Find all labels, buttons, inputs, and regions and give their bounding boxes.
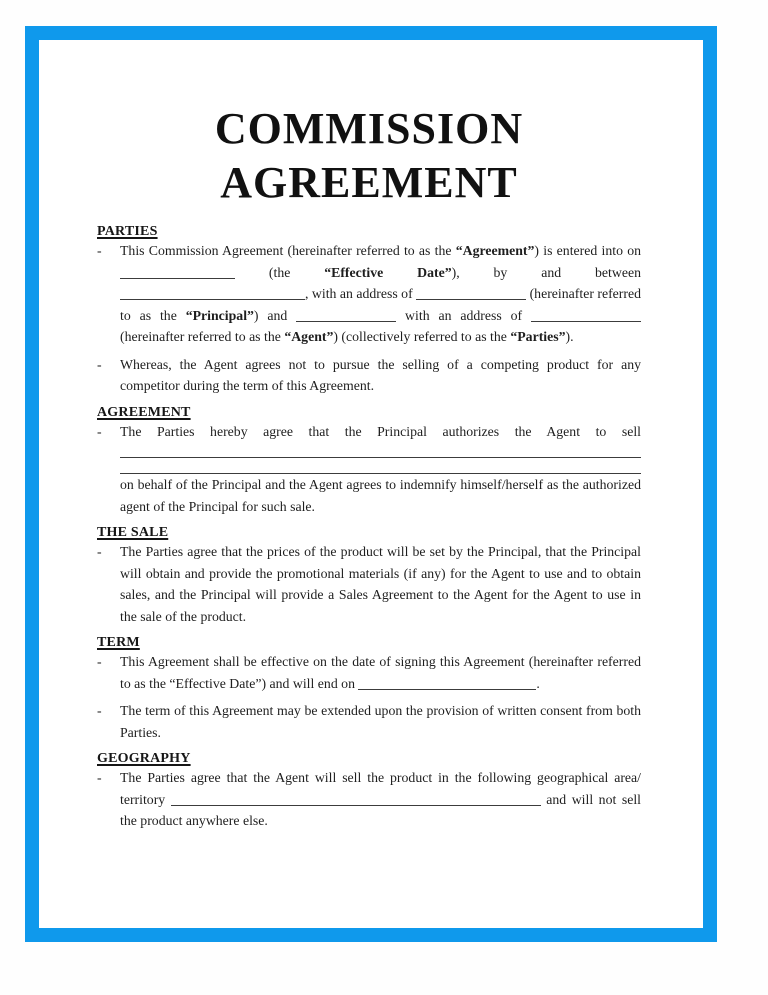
fill-in-rule	[120, 461, 641, 474]
blank-line	[120, 265, 235, 279]
blank-line	[120, 286, 305, 300]
text-segment: The Parties agree that the Agent will sell the product in the following geographical area/ territory	[120, 770, 641, 807]
text-segment: (hereinafter referred to as the	[120, 329, 285, 344]
list-item	[97, 541, 641, 627]
text-segment: on behalf of the Principal and the Agent agrees to indemnify himself/herself as the authorized agent of the Principal for such sale.	[120, 477, 641, 514]
section-heading-the-sale: THE SALE	[97, 525, 169, 540]
blank-suffix: ,	[305, 286, 309, 301]
text-segment: The term of this Agreement may be extended upon the provision of written consent from both Parties.	[120, 703, 641, 740]
document-title-line1: COMMISSION	[214, 104, 524, 153]
blank-line	[171, 792, 541, 806]
text-segment: with an address of	[396, 307, 531, 323]
section-heading-parties: PARTIES	[97, 224, 158, 239]
text-segment: with an address of	[308, 286, 417, 301]
blank-line	[416, 286, 526, 300]
fill-in-blank	[171, 792, 541, 807]
text-segment: The Parties agree that the prices of the product will be set by the Principal, that the Principal will obtain and provide the promotional materials (if any) for the Agent to use and to obtain sales, and the Principal will provide a Sales Agreement to the Agent for the Agent to use in the sale of the product.	[120, 544, 641, 624]
text-segment: ) and	[253, 307, 297, 323]
paragraph-text	[120, 541, 641, 627]
text-segment: “Parties”	[510, 329, 566, 344]
paragraph-text	[120, 651, 641, 694]
text-segment: “Agreement”	[455, 243, 535, 258]
list-item	[97, 651, 641, 694]
fill-in-blank	[120, 286, 308, 301]
text-segment: (hereinafter referred to as the	[120, 286, 642, 323]
fill-in-rule	[120, 445, 641, 458]
text-segment: Whereas, the Agent agrees not to pursue the selling of a competing product for any competitor during the term of this Agreement.	[120, 356, 641, 393]
list-item	[97, 767, 641, 832]
text-segment: and will not sell the product anywhere else.	[120, 791, 641, 828]
bullet-dash: -	[97, 356, 102, 372]
bullet-dash: -	[97, 703, 102, 718]
document-content	[39, 40, 703, 832]
paragraph-text	[120, 700, 641, 743]
text-segment: The Parties hereby agree that the Principal authorizes the Agent to sell	[120, 423, 641, 439]
fill-in-blank	[358, 676, 539, 691]
document-page	[25, 26, 717, 942]
fill-in-blank	[120, 265, 235, 280]
blank-suffix: .	[536, 675, 540, 691]
fill-in-blank	[416, 286, 526, 301]
text-segment: (the	[235, 264, 325, 280]
blank-line	[296, 308, 396, 322]
paragraph-text-block	[120, 421, 641, 443]
text-segment: ) is entered into on	[534, 243, 642, 258]
blank-line	[358, 676, 536, 690]
bullet-dash: -	[97, 243, 102, 258]
bullet-dash: -	[97, 423, 102, 439]
paragraph-text	[120, 421, 641, 518]
document-sections	[97, 222, 641, 832]
paragraph-text	[120, 767, 641, 832]
bullet-dash: -	[97, 770, 102, 785]
bullet-dash: -	[97, 654, 102, 669]
text-segment: ) (collectively referred to as the	[333, 329, 511, 344]
fill-in-blank	[296, 308, 396, 323]
document-title-line2: AGREEMENT	[220, 158, 518, 207]
section-heading-term: TERM	[97, 635, 140, 650]
paragraph-text	[120, 354, 641, 397]
section-heading-geography: GEOGRAPHY	[97, 751, 191, 766]
paragraph-text	[120, 240, 641, 348]
section-heading-agreement: AGREEMENT	[97, 404, 191, 420]
text-segment: “Agent”	[284, 329, 334, 344]
list-item	[97, 421, 641, 518]
list-item	[97, 240, 641, 348]
fill-in-blank	[531, 308, 641, 323]
text-segment: This Commission Agreement (hereinafter referred to as the	[120, 243, 456, 258]
blank-line	[531, 308, 641, 322]
list-item	[97, 354, 641, 397]
document-title	[97, 102, 641, 210]
paragraph-text-block	[120, 474, 641, 517]
list-item	[97, 700, 641, 743]
text-segment: ).	[565, 329, 574, 344]
text-segment: ), by and between	[451, 264, 641, 280]
text-segment: “Effective Date”	[324, 264, 452, 280]
text-segment: This Agreement shall be effective on the date of signing this Agreement (hereinafter referred to as the “Effective Date”) and will end on	[120, 654, 641, 691]
text-segment: “Principal”	[185, 307, 254, 323]
bullet-dash: -	[97, 544, 102, 559]
